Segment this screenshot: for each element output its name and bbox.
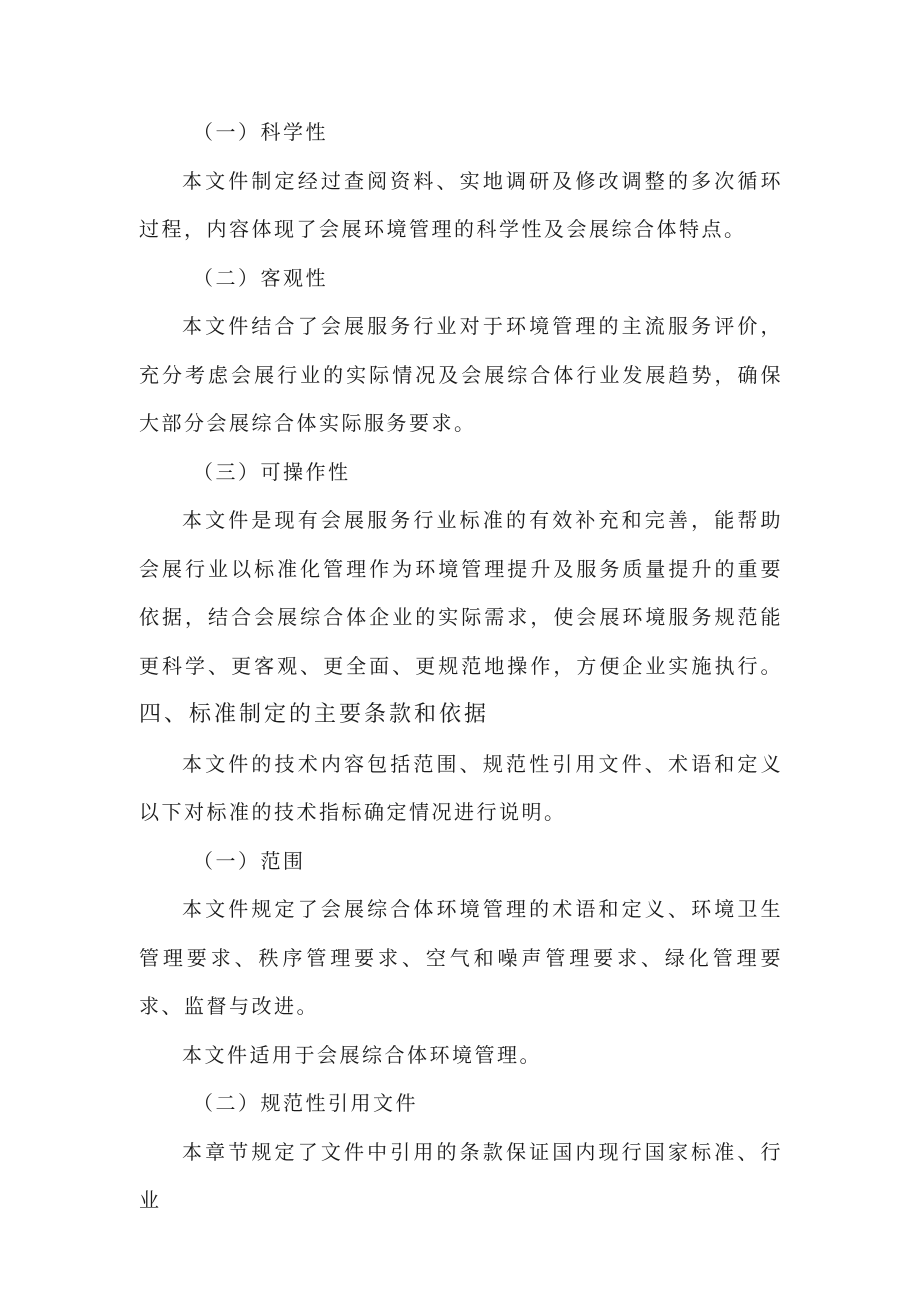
subheading-scope: （一）范围 bbox=[193, 848, 306, 873]
paragraph-technical-content: 本文件的技术内容包括范围、规范性引用文件、术语和定义以下对标准的技术指标确定情况进行说明。 bbox=[139, 751, 783, 824]
subheading-normative-references: （二）规范性引用文件 bbox=[193, 1091, 418, 1115]
section-heading-main-clauses: 四、标准制定的主要条款和依据 bbox=[139, 702, 490, 727]
paragraph-applicability: 本文件适用于会展综合体环境管理。 bbox=[182, 1042, 542, 1067]
paragraph-normative-references: 本章节规定了文件中引用的条款保证国内现行国家标准、行业 bbox=[139, 1139, 783, 1212]
subheading-objective: （二）客观性 bbox=[193, 265, 328, 290]
paragraph-scope: 本文件规定了会展综合体环境管理的术语和定义、环境卫生管理要求、秩序管理要求、空气和噪声管理要求、绿化管理要求、监督与改进。 bbox=[139, 897, 783, 1018]
subheading-operable: （三）可操作性 bbox=[193, 459, 351, 484]
paragraph-scientific: 本文件制定经过查阅资料、实地调研及修改调整的多次循环过程，内容体现了会展环境管理的科学性及会展综合体特点。 bbox=[139, 168, 783, 241]
document-text bbox=[139, 108, 783, 1225]
paragraph-operable-text: 本文件是现有会展服务行业标准的有效补充和完善，能帮助会展行业以标准化管理作为环境管理提升及服务质量提升的重要依据，结合会展综合体企业的实际需求，使会展环境服务规范能更科学、更客观、更全面、更规范地操作，方便企业实施执行。 bbox=[139, 508, 783, 678]
subheading-scientific: （一）科学性 bbox=[193, 120, 328, 144]
paragraph-objective: 本文件结合了会展服务行业对于环境管理的主流服务评价，充分考虑会展行业的实际情况及会展综合体行业发展趋势，确保大部分会展综合体实际服务要求。 bbox=[139, 314, 783, 435]
paragraph-operable bbox=[139, 496, 783, 740]
